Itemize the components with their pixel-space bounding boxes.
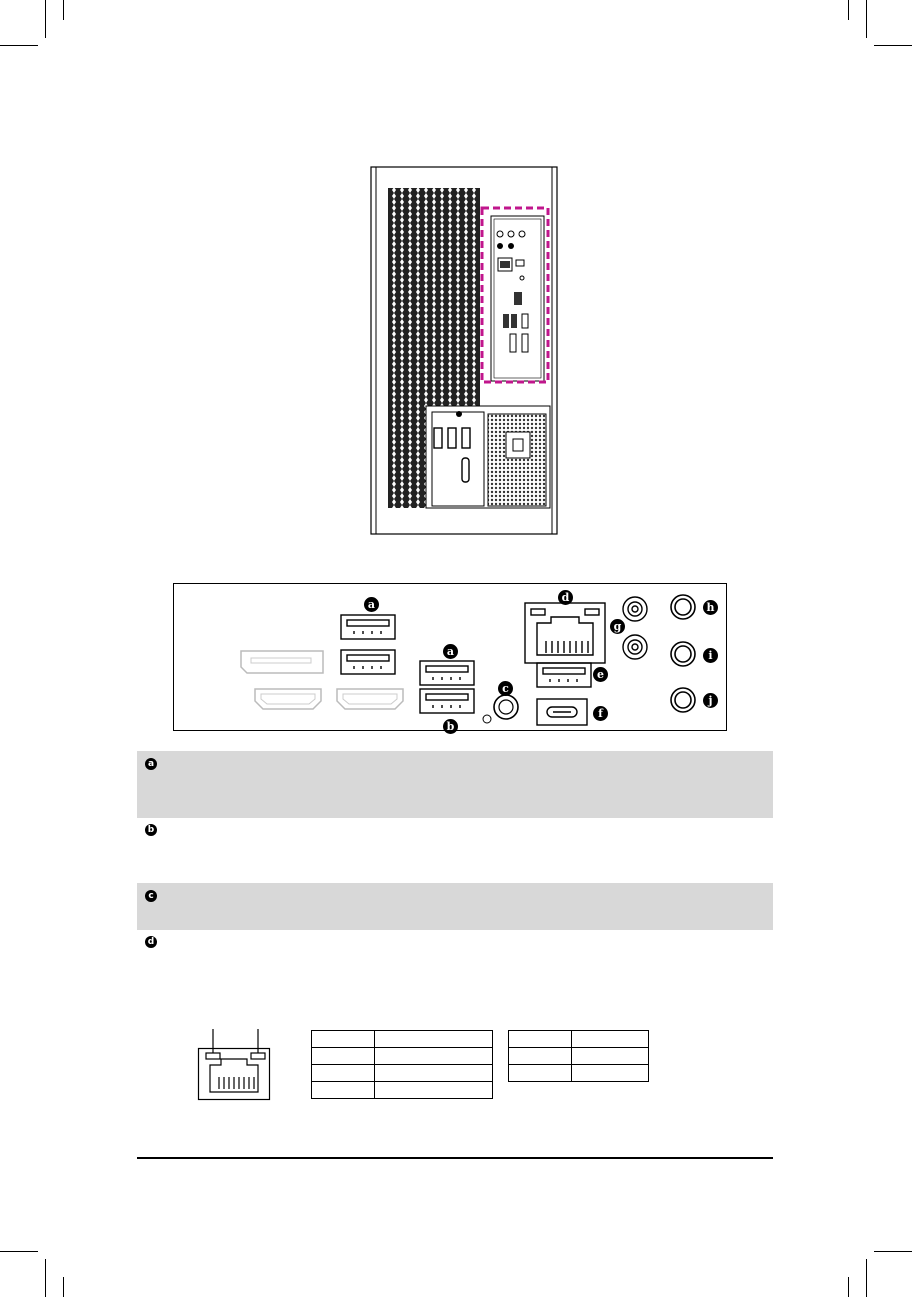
- callout-j: j: [703, 693, 718, 708]
- table-row: [312, 1065, 493, 1082]
- lan-table-left: [311, 1030, 493, 1099]
- callout-a-top: a: [364, 597, 379, 612]
- section-a-band: [137, 751, 773, 818]
- callout-e: e: [593, 667, 608, 682]
- rear-panel-diagram: [173, 583, 727, 731]
- callout-b: b: [443, 719, 458, 734]
- callout-c: c: [498, 681, 513, 696]
- table-row: [509, 1048, 649, 1065]
- callout-d: d: [558, 590, 573, 605]
- callout-i: i: [703, 648, 718, 663]
- section-c-marker: c: [145, 890, 157, 902]
- callout-a-middle: a: [443, 644, 458, 659]
- pc-rear-illustration: [370, 166, 560, 536]
- table-row: [509, 1065, 649, 1082]
- table-row: [509, 1031, 649, 1048]
- callout-h: h: [703, 600, 718, 615]
- section-b-marker: b: [145, 824, 157, 836]
- table-row: [312, 1048, 493, 1065]
- lan-table-right: [508, 1030, 649, 1082]
- section-a-marker: a: [145, 758, 157, 770]
- callout-g: g: [610, 619, 625, 634]
- section-d-marker: d: [145, 936, 157, 948]
- section-c-band: [137, 883, 773, 930]
- footer-rule: [137, 1157, 773, 1159]
- callout-f: f: [593, 706, 608, 721]
- lan-led-diagram: [195, 1025, 275, 1105]
- table-row: [312, 1082, 493, 1099]
- table-row: [312, 1031, 493, 1048]
